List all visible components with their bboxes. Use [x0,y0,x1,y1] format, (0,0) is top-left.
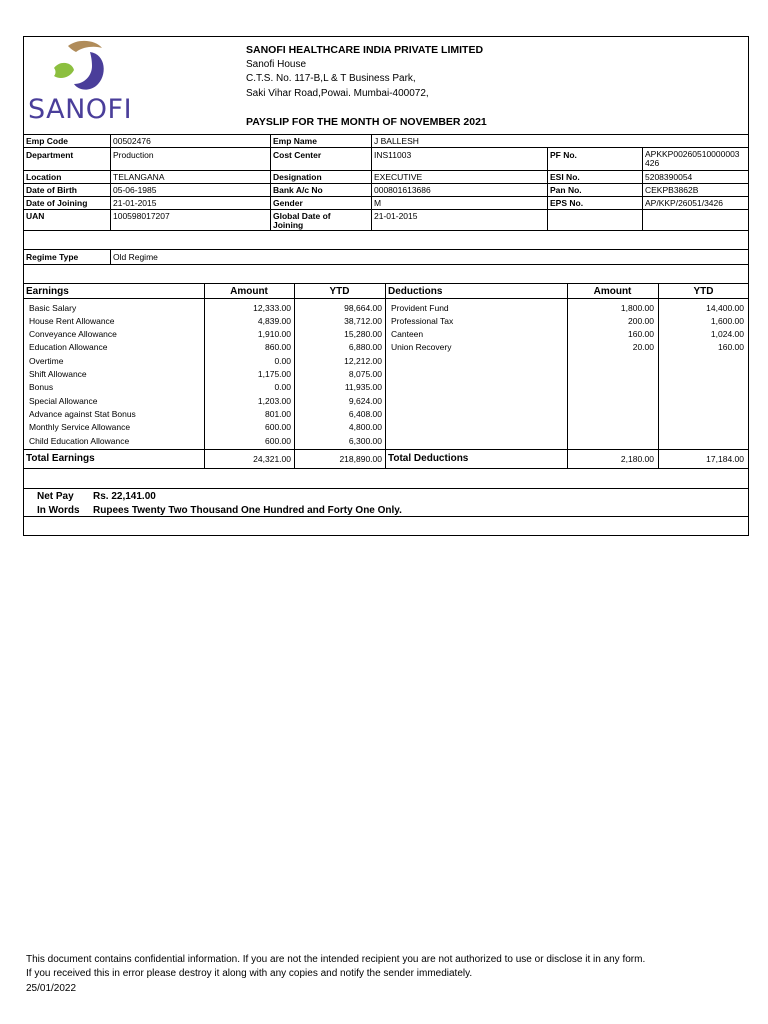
rule [23,134,749,135]
bank-label: Bank A/c No [273,185,323,195]
rule [23,516,749,517]
destroy-notice: If you received this in error please destroy it along with any copies and notify the sender immediately. [26,968,473,979]
earning-name: Bonus [29,382,54,392]
earning-name: Education Allowance [29,342,108,352]
earning-name: Conveyance Allowance [29,329,117,339]
total-earnings-amount: 24,321.00 [253,454,291,464]
earning-ytd: 6,880.00 [348,342,382,352]
emp-name-label: Emp Name [273,136,317,146]
address-line-3: Saki Vihar Road,Powai. Mumbai-400072, [246,88,429,99]
uan-value: 100598017207 [113,211,170,221]
total-deductions-label: Total Deductions [388,453,469,464]
gdoj-label-line1: Global Date of [273,211,331,221]
location-value: TELANGANA [113,172,165,182]
rule [23,298,749,299]
earning-ytd: 4,800.00 [348,422,382,432]
designation-value: EXECUTIVE [374,172,423,182]
payslip-title: PAYSLIP FOR THE MONTH OF NOVEMBER 2021 [246,116,487,128]
total-earnings-ytd: 218,890.00 [339,454,382,464]
earning-amount: 4,839.00 [257,316,291,326]
eps-value: AP/KKP/26051/3426 [645,198,723,208]
earning-amount: 0.00 [274,382,291,392]
pan-value: CEKPB3862B [645,185,699,195]
earning-amount: 1,910.00 [257,329,291,339]
gdoj-label-line2: Joining [273,220,304,230]
gender-value: M [374,198,382,208]
rule [23,196,749,197]
rule [23,230,749,231]
uan-label: UAN [26,211,45,221]
company-name: SANOFI HEALTHCARE INDIA PRIVATE LIMITED [246,44,484,56]
deduction-name: Provident Fund [391,303,449,313]
earning-name: Basic Salary [29,303,77,313]
total-deductions-amount: 2,180.00 [620,454,654,464]
deduction-amount: 20.00 [632,342,654,352]
earning-amount: 860.00 [265,342,291,352]
confidential-notice: This document contains confidential information. If you are not the intended recipient you are not authorized to use or disclose it in any form. [26,954,646,965]
rule [23,249,749,250]
dob-label: Date of Birth [26,185,77,195]
sanofi-logo-icon [26,38,136,98]
deduction-name: Union Recovery [391,342,452,352]
cost-center-value: INS11003 [374,150,412,160]
gdoj-value: 21-01-2015 [374,211,418,221]
total-deductions-ytd: 17,184.00 [706,454,744,464]
rule [23,283,749,284]
rule [23,488,749,489]
deduction-ytd: 160.00 [718,342,744,352]
emp-name-value: J BALLESH [374,136,419,146]
earning-name: Shift Allowance [29,369,87,379]
regime-value: Old Regime [113,252,158,262]
rule [23,147,749,148]
col-rule [547,147,548,230]
address-line-1: Sanofi House [246,59,307,70]
col-rule [642,147,643,230]
regime-label: Regime Type [26,252,79,262]
pf-no-label: PF No. [550,150,577,160]
net-pay-label: Net Pay [37,491,74,502]
doj-label: Date of Joining [26,198,88,208]
rule [23,264,749,265]
col-rule [371,134,372,230]
col-rule [110,134,111,230]
earning-name: Child Education Allowance [29,436,130,446]
pf-no-value-line2: 426 [645,158,660,168]
esi-no-label: ESI No. [550,172,580,182]
earning-name: House Rent Allowance [29,316,115,326]
earning-amount: 1,175.00 [257,369,291,379]
col-rule [270,134,271,230]
earning-ytd: 6,408.00 [348,409,382,419]
earning-name: Special Allowance [29,396,98,406]
deduction-ytd: 1,024.00 [710,329,744,339]
eps-label: EPS No. [550,198,584,208]
emp-code-label: Emp Code [26,136,69,146]
esi-no-value: 5208390054 [645,172,693,182]
earning-ytd: 6,300.00 [348,436,382,446]
rule [23,183,749,184]
earning-ytd: 9,624.00 [348,396,382,406]
earning-ytd: 8,075.00 [348,369,382,379]
deduction-amount: 200.00 [628,316,654,326]
earning-name: Monthly Service Allowance [29,422,131,432]
rule [23,209,749,210]
cost-center-label: Cost Center [273,150,322,160]
total-earnings-label: Total Earnings [26,453,95,464]
in-words-label: In Words [37,505,80,516]
emp-code-value: 00502476 [113,136,151,146]
dob-value: 05-06-1985 [113,185,157,195]
earning-ytd: 38,712.00 [344,316,382,326]
earning-name: Overtime [29,356,64,366]
deduction-name: Canteen [391,329,424,339]
gender-label: Gender [273,198,303,208]
rule [23,170,749,171]
pan-label: Pan No. [550,185,582,195]
deductions-header: Deductions [388,286,443,297]
deduction-amount: 1,800.00 [620,303,654,313]
col-rule [385,283,386,468]
earning-amount: 1,203.00 [257,396,291,406]
earning-ytd: 15,280.00 [344,329,382,339]
earning-amount: 12,333.00 [253,303,291,313]
pf-no-value-line1: APKKP00260510000003 [645,149,740,159]
department-label: Department [26,150,74,160]
bank-value: 000801613686 [374,185,431,195]
designation-label: Designation [273,172,322,182]
earning-amount: 0.00 [274,356,291,366]
doj-value: 21-01-2015 [113,198,157,208]
logo-wordmark: SANOFI [28,94,133,125]
deductions-ytd-header: YTD [693,286,714,297]
department-value: Production [113,150,154,160]
location-label: Location [26,172,62,182]
rule [23,449,749,450]
deduction-amount: 160.00 [628,329,654,339]
earning-name: Advance against Stat Bonus [29,409,136,419]
earning-amount: 600.00 [265,436,291,446]
earning-amount: 600.00 [265,422,291,432]
earnings-amount-header: Amount [230,286,268,297]
address-line-2: C.T.S. No. 117-B,L & T Business Park, [246,73,416,84]
earning-ytd: 11,935.00 [344,382,382,392]
deduction-ytd: 1,600.00 [710,316,744,326]
in-words-value: Rupees Twenty Two Thousand One Hundred and Forty One Only. [93,505,402,516]
earning-ytd: 12,212.00 [344,356,382,366]
deduction-name: Professional Tax [391,316,454,326]
deductions-amount-header: Amount [593,286,632,297]
print-date: 25/01/2022 [26,983,77,994]
col-rule [110,249,111,264]
deduction-ytd: 14,400.00 [706,303,744,313]
earnings-header: Earnings [26,286,69,297]
earning-amount: 801.00 [265,409,291,419]
net-pay-value: Rs. 22,141.00 [93,491,156,502]
earning-ytd: 98,664.00 [344,303,382,313]
earnings-ytd-header: YTD [329,286,350,297]
rule [23,468,749,469]
